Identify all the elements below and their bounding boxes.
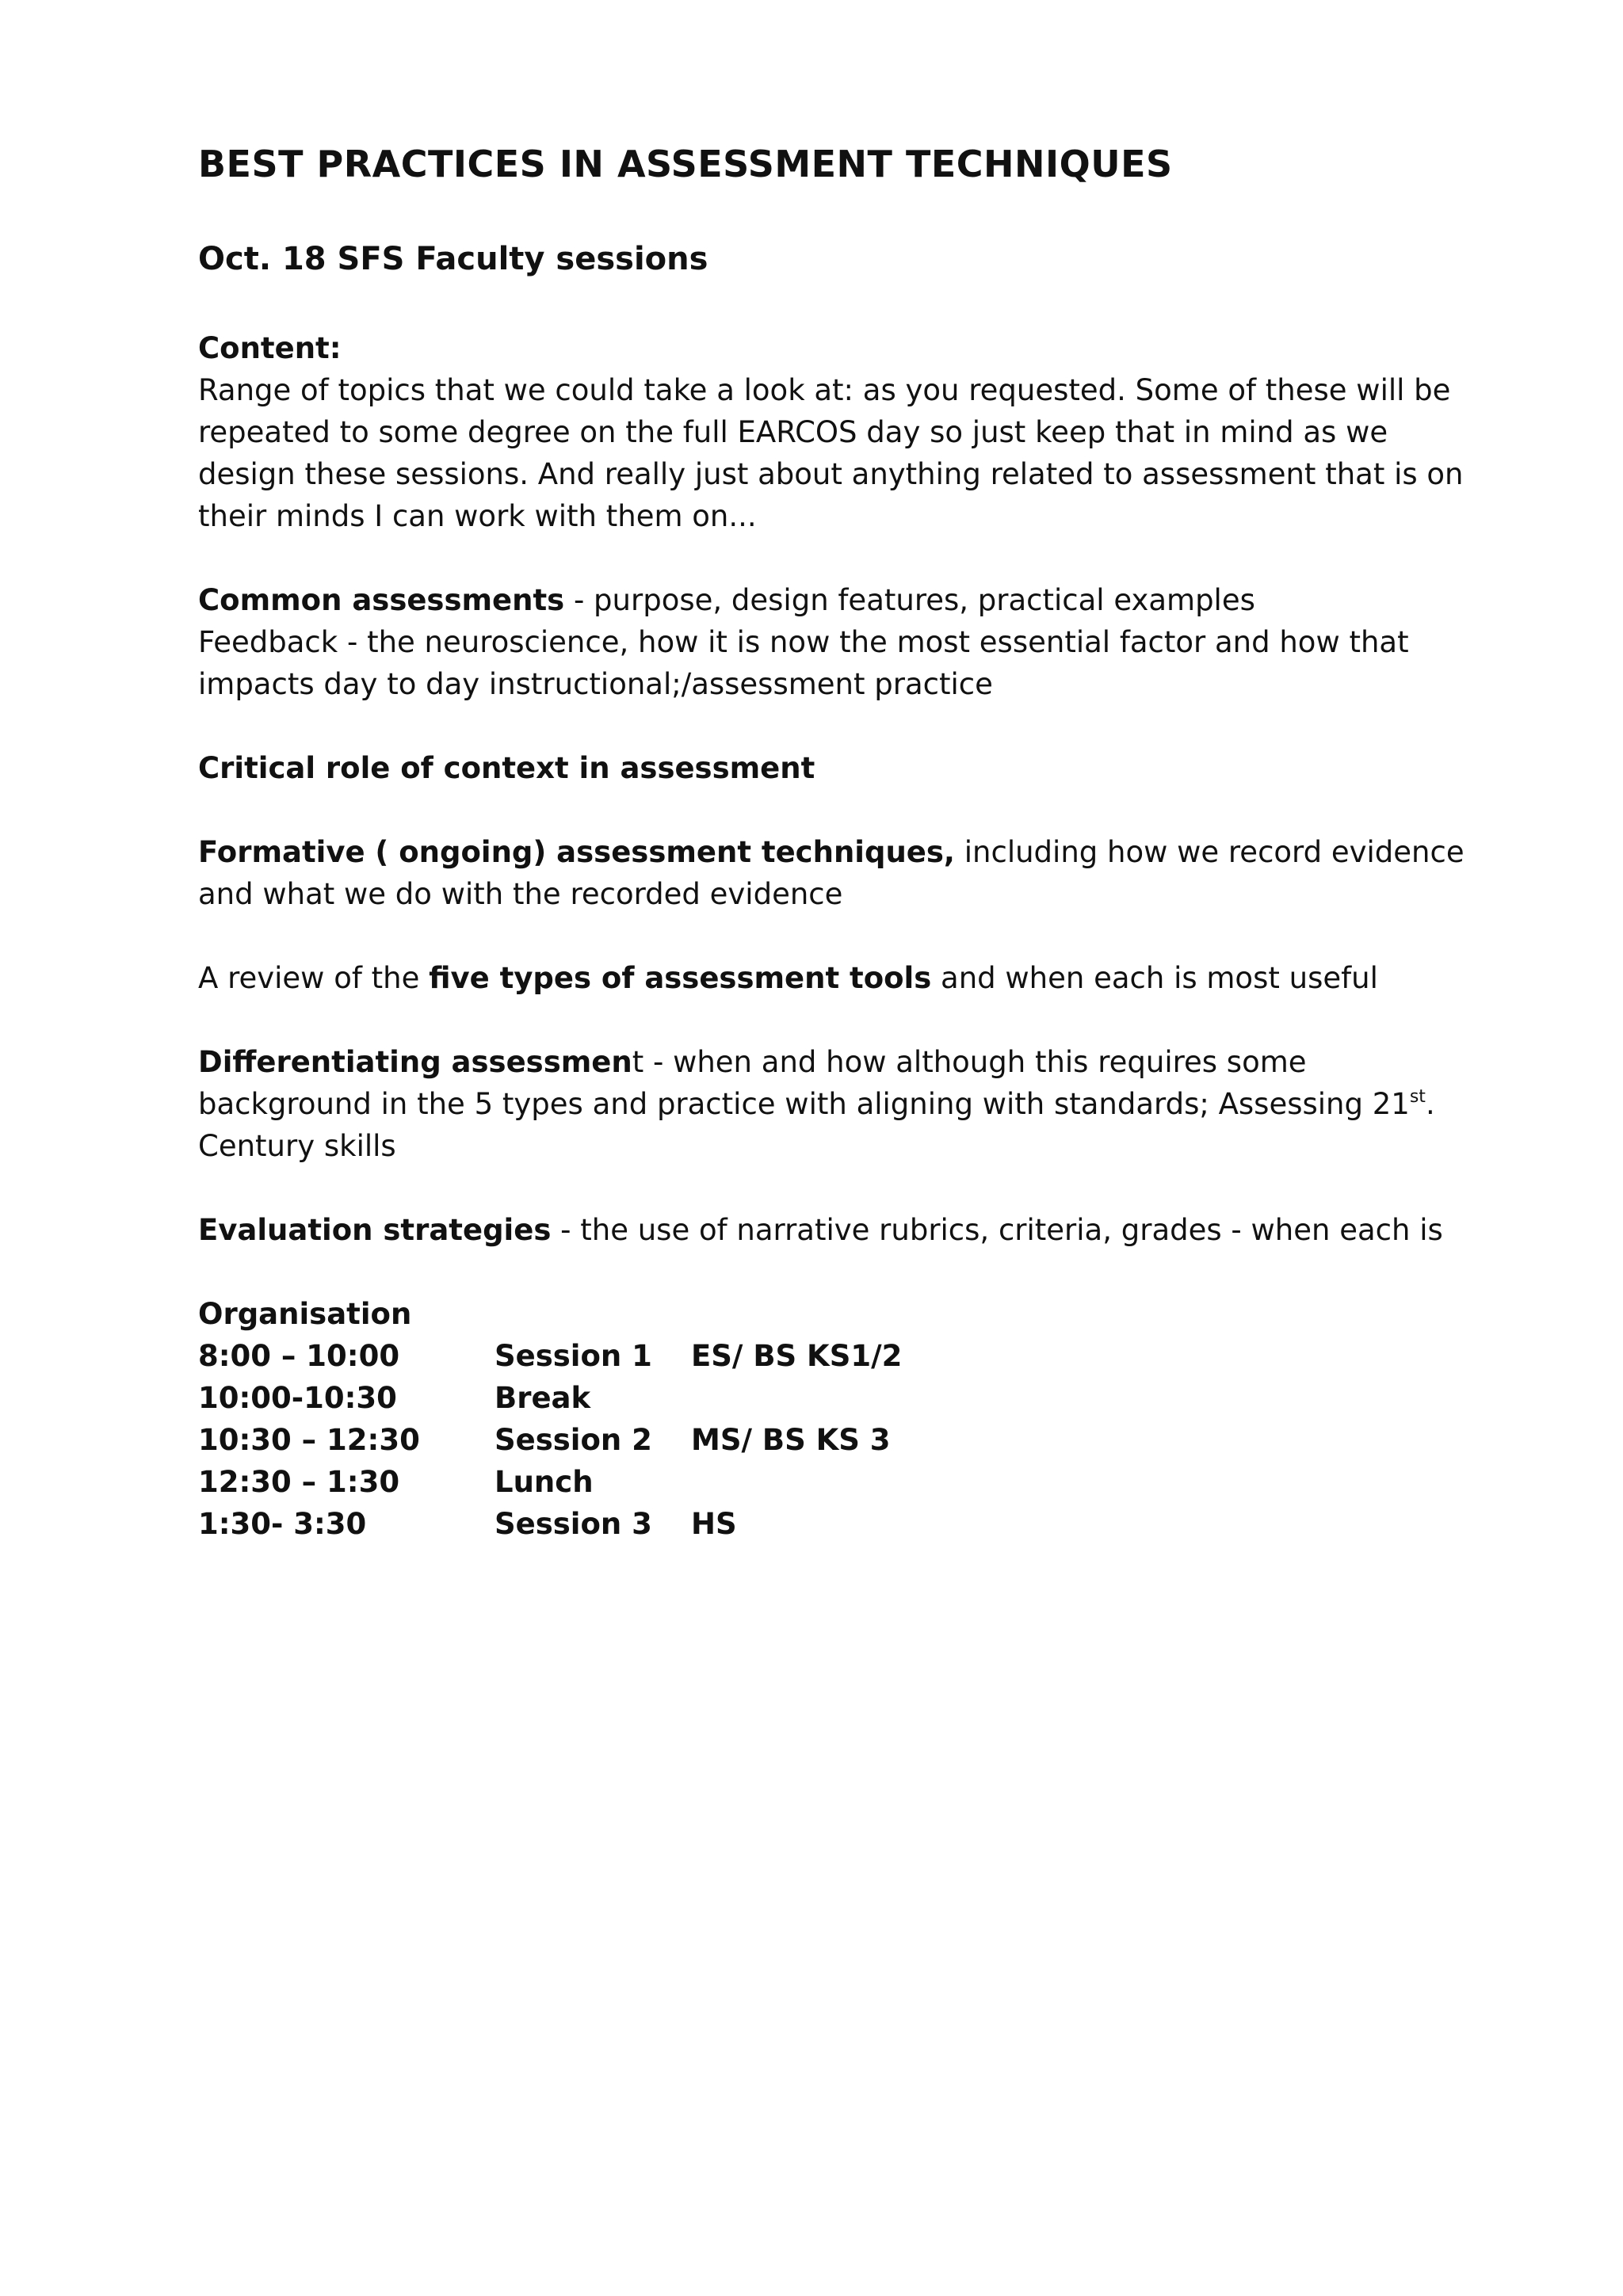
schedule-group: HS <box>691 1507 737 1542</box>
differentiating-item <box>198 1041 1466 1167</box>
evaluation-text: - the use of narrative rubrics, criteria, grades - when each is <box>551 1213 1443 1248</box>
evaluation-label: Evaluation strategies <box>198 1213 552 1248</box>
schedule-time: 8:00 – 10:00 <box>198 1339 400 1374</box>
schedule-session: Session 3 <box>495 1507 652 1542</box>
schedule-row <box>198 1419 1466 1461</box>
formative-item <box>198 831 1466 915</box>
common-assessments-text: - purpose, design features, practical examples <box>564 583 1255 618</box>
schedule-group <box>691 1461 1008 1503</box>
document-page <box>198 143 1466 1545</box>
schedule-row <box>198 1461 1466 1503</box>
review-item <box>198 957 1466 999</box>
schedule-time: 10:00-10:30 <box>198 1381 397 1416</box>
schedule-group: MS/ BS KS 3 <box>691 1423 891 1458</box>
review-post: and when each is most useful <box>931 961 1378 996</box>
schedule-session: Session 1 <box>495 1339 652 1374</box>
schedule-row <box>198 1503 1466 1545</box>
schedule-group: ES/ BS KS1/2 <box>691 1339 903 1374</box>
organisation-heading: Organisation <box>198 1297 412 1332</box>
schedule-time: 1:30- 3:30 <box>198 1507 367 1542</box>
review-pre: A review of the <box>198 961 430 996</box>
differentiating-end: . Century skills <box>198 1087 1435 1164</box>
evaluation-item <box>198 1209 1466 1251</box>
schedule-row <box>198 1377 1466 1419</box>
feedback-item: Feedback - the neuroscience, how it is now the most essential factor and how that impacts day to day instructional;/assessment practice <box>198 625 1409 702</box>
schedule-row <box>198 1335 1466 1377</box>
critical-role-item: Critical role of context in assessment <box>198 751 815 786</box>
schedule-session: Lunch <box>495 1465 594 1500</box>
formative-text: including how we record evidence and what we do with the recorded evidence <box>198 835 1465 912</box>
organisation-schedule <box>198 1293 1466 1545</box>
document-subtitle: Oct. 18 SFS Faculty sessions <box>198 241 708 278</box>
schedule-session: Break <box>495 1381 591 1416</box>
document-title: BEST PRACTICES IN ASSESSMENT TECHNIQUES <box>198 143 1173 185</box>
formative-label: Formative ( ongoing) assessment techniques, <box>198 835 955 870</box>
common-assessments-item <box>198 579 1466 621</box>
schedule-time: 12:30 – 1:30 <box>198 1465 400 1500</box>
review-label: five types of assessment tools <box>429 961 932 996</box>
common-assessments-label: Common assessments <box>198 583 565 618</box>
schedule-group <box>691 1377 1008 1419</box>
differentiating-text: t - when and how although this requires some background in the 5 types and practice with aligning with standards; Assessing 21 <box>198 1045 1410 1122</box>
content-heading: Content: <box>198 331 342 366</box>
schedule-time: 10:30 – 12:30 <box>198 1423 420 1458</box>
content-intro: Range of topics that we could take a look at: as you requested. Some of these will be repeated to some degree on the full EARCOS day so just keep that in mind as we design these sessions. And really just about anything related to assessment that is on their minds I can work with them on... <box>198 373 1464 534</box>
superscript-st: st <box>1409 1086 1426 1107</box>
differentiating-label: Differentiating assessmen <box>198 1045 632 1080</box>
schedule-session: Session 2 <box>495 1423 652 1458</box>
